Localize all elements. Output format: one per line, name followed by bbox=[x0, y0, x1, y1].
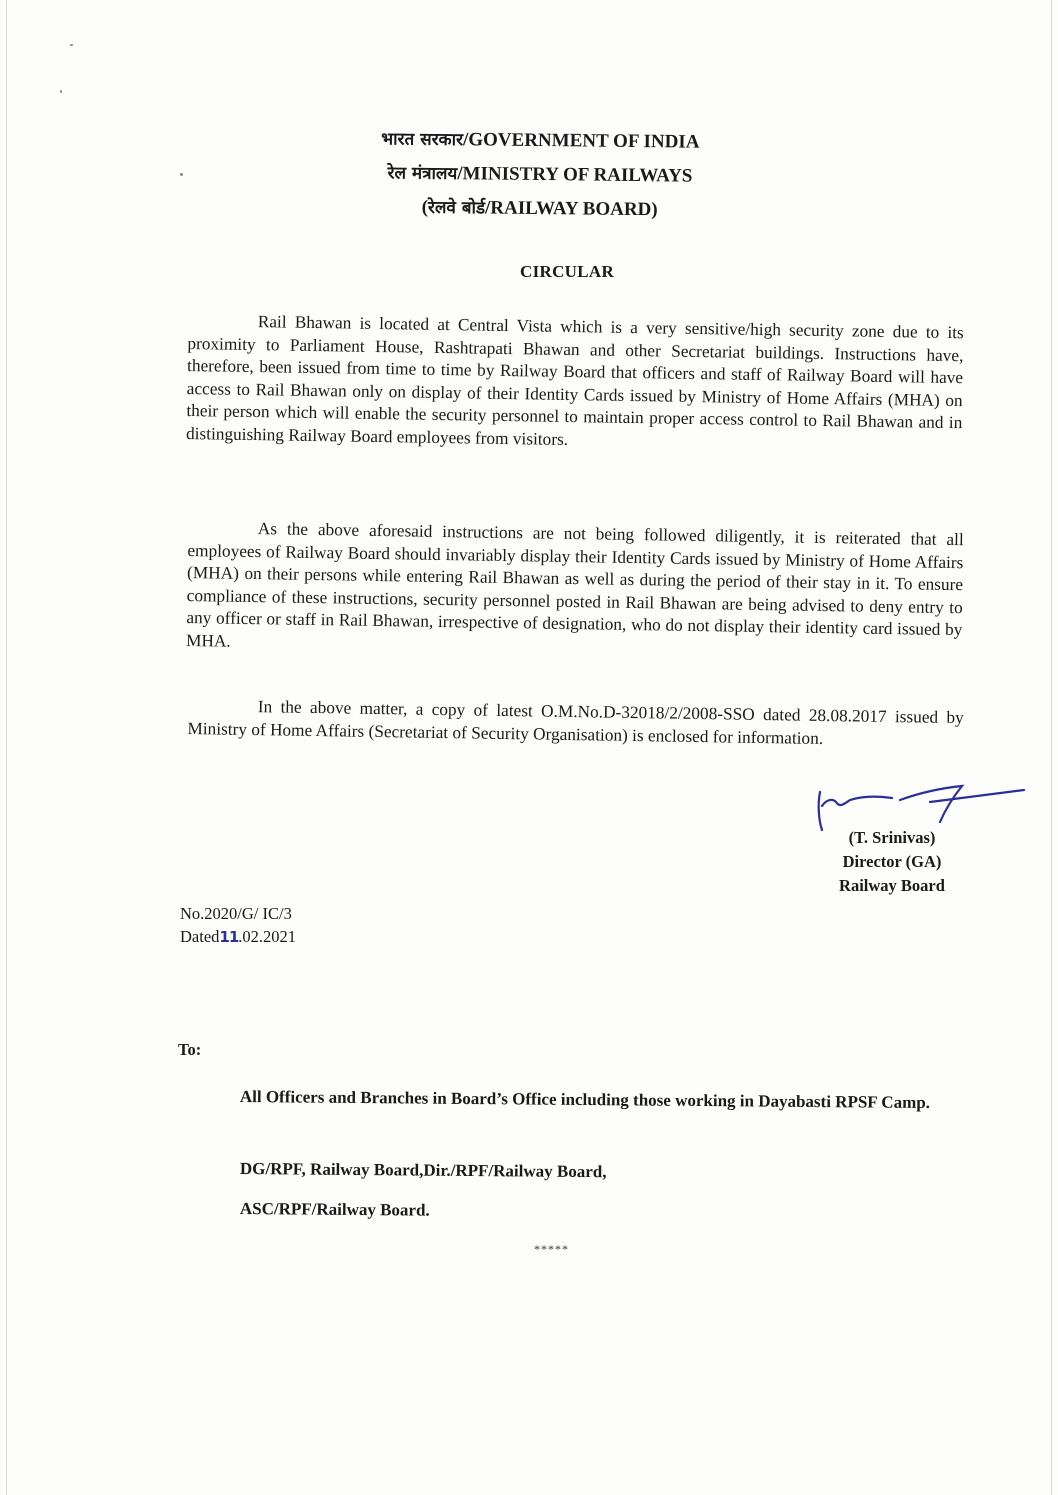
date-rest: .02.2021 bbox=[238, 927, 297, 946]
letterhead-hindi-government: भारत सरकार bbox=[381, 129, 464, 151]
letterhead-line-government bbox=[300, 121, 780, 160]
letterhead-hindi-board: रेलवे बोर्ड bbox=[427, 197, 486, 219]
date-label: Dated bbox=[180, 927, 220, 946]
reference-date bbox=[180, 925, 296, 949]
addressee-3: ASC/RPF/Railway Board. bbox=[239, 1198, 430, 1220]
document-title: CIRCULAR bbox=[520, 262, 615, 281]
to-label: To: bbox=[178, 1040, 202, 1059]
scan-edge-right bbox=[1051, 0, 1052, 1495]
paragraph-2: As the above aforesaid instructions are not being followed diligently, it is reiterated that all employees of Railway Board should invariably display their Identity Cards issued by Ministry of Home Affairs (MHA) on their persons while entering Rail Bhawan as well as during the period of their stay in it. To ensure compliance of these instructions, security personnel posted in Rail Bhawan are being advised to deny entry to any officer or staff in Rail Bhawan, irrespective of designation, who do not display their identity card issued by MHA. bbox=[185, 519, 964, 651]
addressee-1: All Officers and Branches in Board’s Office including those working in Dayabasti RPSF Camp. bbox=[239, 1086, 931, 1113]
addressee-2: DG/RPF, Railway Board,Dir./RPF/Railway Board, bbox=[239, 1158, 607, 1182]
letterhead-english-government: /GOVERNMENT OF INDIA bbox=[462, 129, 700, 153]
letterhead-hindi-ministry: रेल मंत्रालय bbox=[387, 163, 458, 185]
letterhead-english-ministry: /MINISTRY OF RAILWAYS bbox=[457, 163, 693, 187]
end-mark: ***** bbox=[534, 1242, 569, 1256]
handwritten-day: 11 bbox=[219, 928, 239, 946]
reference-number: No.2020/G/ IC/3 bbox=[180, 904, 292, 923]
signatory-office: Railway Board bbox=[839, 876, 945, 895]
paragraph-1: Rail Bhawan is located at Central Vista which is a very sensitive/high security zone due to its proximity to Parliament House, Rashtrapati Bhawan and other Secretariat buildings. Instructions have, therefore, been issued from time to time by Railway Board that officers and staff of Railway Board will have access to Rail Bhawan only on display of their Identity Cards issued by Ministry of Home Affairs (MHA) on their person which will enable the security personnel to maintain proper access control to Rail Bhawan and in distinguishing Railway Board employees from visitors. bbox=[185, 312, 964, 449]
reference-block bbox=[180, 902, 296, 949]
paragraph-3: In the above matter, a copy of latest O.M.No.D-32018/2/2008-SSO dated 28.08.2017 issued by Ministry of Home Affairs (Secretariat of Security Organisation) is enclosed for information. bbox=[187, 697, 964, 748]
letterhead-line-ministry bbox=[300, 155, 780, 194]
letterhead-english-board: /RAILWAY BOARD) bbox=[484, 197, 658, 221]
letterhead bbox=[299, 121, 780, 228]
scan-speck bbox=[60, 90, 62, 93]
letterhead-paren: ( bbox=[421, 196, 429, 218]
scan-speck bbox=[70, 44, 73, 46]
letterhead-line-board bbox=[299, 189, 779, 228]
signatory-name: (T. Srinivas) bbox=[848, 828, 936, 847]
signatory-block bbox=[822, 826, 962, 898]
scan-speck bbox=[180, 173, 183, 176]
signatory-designation: Director (GA) bbox=[842, 852, 942, 871]
scan-edge-left bbox=[6, 0, 7, 1495]
